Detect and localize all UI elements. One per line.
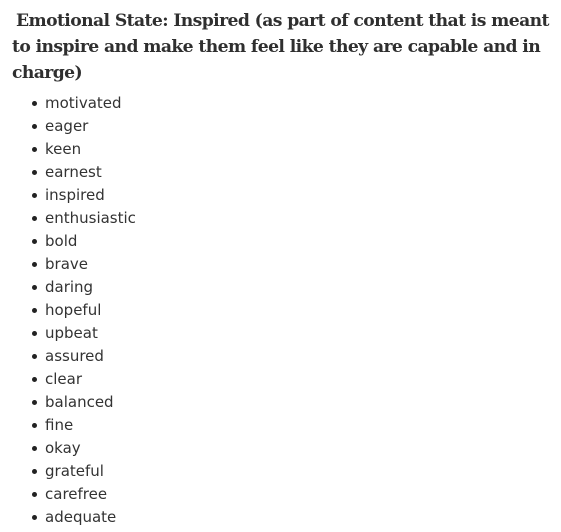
bullet-icon	[32, 331, 37, 336]
bullet-icon	[32, 170, 37, 175]
list-item-label: enthusiastic	[45, 209, 136, 227]
bullet-icon	[32, 446, 37, 451]
list-item-label: balanced	[45, 393, 114, 411]
bullet-icon	[32, 193, 37, 198]
list-item	[32, 184, 547, 207]
list-item-label: hopeful	[45, 301, 102, 319]
list-item	[32, 161, 547, 184]
bullet-icon	[32, 285, 37, 290]
list-item-label: earnest	[45, 163, 102, 181]
list-item-label: assured	[45, 347, 104, 365]
list-item-label: brave	[45, 255, 88, 273]
list-item	[32, 92, 547, 115]
list-item-label: keen	[45, 140, 82, 158]
bullet-icon	[32, 216, 37, 221]
list-item	[32, 322, 547, 345]
bullet-icon	[32, 308, 37, 313]
bullet-icon	[32, 262, 37, 267]
list-item	[32, 115, 547, 138]
bullet-icon	[32, 423, 37, 428]
list-item-label: grateful	[45, 462, 104, 480]
list-item	[32, 368, 547, 391]
bullet-icon	[32, 377, 37, 382]
bullet-icon	[32, 354, 37, 359]
list-item-label: okay	[45, 439, 81, 457]
bullet-icon	[32, 239, 37, 244]
list-item	[32, 138, 547, 161]
list-item-label: bold	[45, 232, 78, 250]
section-heading: Emotional State: Inspired (as part of content that is meant to inspire and make them feel like they are capable and in charge)	[12, 11, 549, 83]
list-item-label: daring	[45, 278, 94, 296]
list-item	[32, 437, 547, 460]
bullet-icon	[32, 492, 37, 497]
bullet-icon	[32, 101, 37, 106]
list-item	[32, 391, 547, 414]
list-item	[32, 207, 547, 230]
list-item	[32, 483, 547, 506]
bullet-icon	[32, 515, 37, 520]
bullet-icon	[32, 147, 37, 152]
list-item-label: carefree	[45, 485, 108, 503]
list-item	[32, 460, 547, 483]
bullet-icon	[32, 469, 37, 474]
list-item	[32, 506, 547, 529]
list-item	[32, 299, 547, 322]
bullet-icon	[32, 400, 37, 405]
list-item-label: adequate	[45, 508, 117, 526]
list-item-label: upbeat	[45, 324, 98, 342]
list-item	[32, 345, 547, 368]
list-item-label: motivated	[45, 94, 122, 112]
list-item-label: inspired	[45, 186, 105, 204]
emotion-word-list	[12, 92, 547, 529]
list-item	[32, 276, 547, 299]
list-item	[32, 253, 547, 276]
list-item-label: eager	[45, 117, 89, 135]
list-item-label: fine	[45, 416, 74, 434]
list-item-label: clear	[45, 370, 83, 388]
list-item	[32, 414, 547, 437]
list-item	[32, 230, 547, 253]
bullet-icon	[32, 124, 37, 129]
